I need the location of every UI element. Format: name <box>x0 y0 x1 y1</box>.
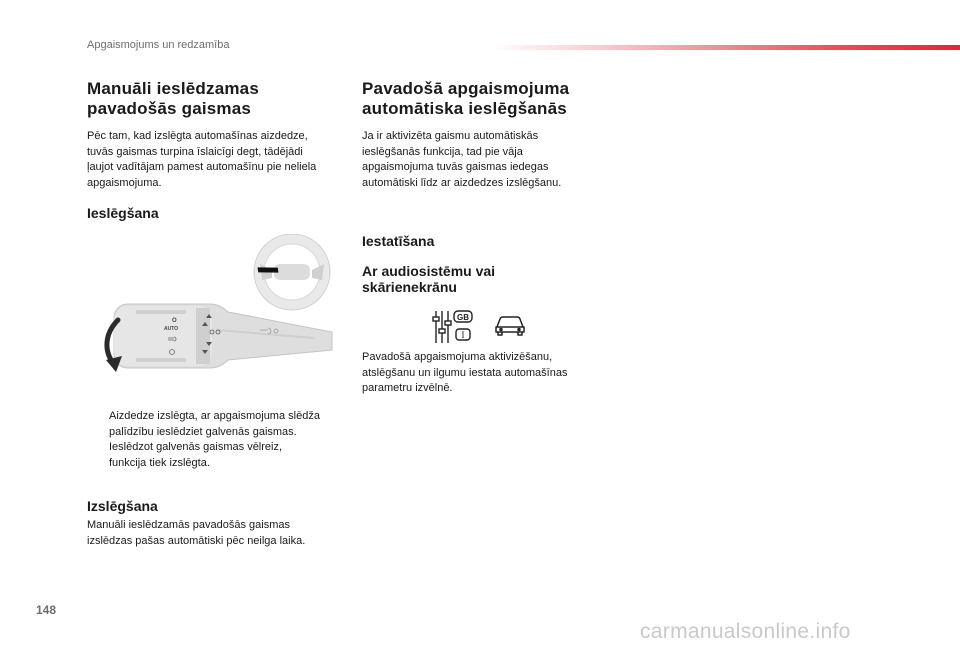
text-line: tuvās gaismas turpina īslaicīgi degt, tādējādi <box>87 145 303 158</box>
text-line: apgaismojuma. <box>87 176 162 189</box>
text-line: funkcija tiek izslēgta. <box>109 456 210 469</box>
stalk-body <box>114 304 332 368</box>
bullet-arrow-icon <box>87 440 109 471</box>
car-icon <box>494 313 526 337</box>
audio-heading-line: Ar audiosistēmu vai <box>362 263 496 279</box>
left-title-line: Manuāli ieslēdzamas <box>87 79 259 98</box>
left-title <box>87 79 259 119</box>
right-intro <box>362 129 622 191</box>
settings-icon-i-label: I <box>461 330 465 340</box>
right-title-line: Pavadošā apgaismojuma <box>362 79 570 98</box>
text-line: palīdzību ieslēdziet galvenās gaismas. <box>109 425 297 438</box>
text-line: ļaujot vadītājam pamest automašīnu pie neliela <box>87 161 317 173</box>
svg-text:AUTO: AUTO <box>164 326 179 332</box>
right-title <box>362 79 569 119</box>
text-line: atslēgšanu un ilgumu iestata automašīnas <box>362 366 568 379</box>
light-stalk-illustration <box>100 234 340 374</box>
text-line: izslēdzas pašas automātiski pēc neilga laika. <box>87 534 306 547</box>
switch-off-text <box>87 518 357 549</box>
left-title-line: pavadošās gaismas <box>87 99 252 118</box>
settings-sliders-icon <box>432 309 474 345</box>
svg-text:O: O <box>172 318 177 324</box>
bullet-list <box>87 409 357 471</box>
text-line: parametru izvēlnē. <box>362 382 453 394</box>
header-accent-bar <box>490 45 960 50</box>
steering-wheel-icon <box>254 234 330 310</box>
watermark: carmanualsonline.info <box>640 620 851 643</box>
settings-heading: Iestatīšana <box>362 233 435 249</box>
text-line: Ja ir aktivizēta gaismu automātiskās <box>362 130 539 142</box>
audio-heading-line: skārienekrānu <box>362 279 457 295</box>
right-title-line: automātiska ieslēgšanās <box>362 99 567 118</box>
settings-desc <box>362 350 622 397</box>
text-line: Ieslēdzot galvenās gaismas vēlreiz, <box>109 441 283 453</box>
stalk-drawing <box>100 234 340 374</box>
section-title: Apgaismojums un redzamība <box>87 39 230 51</box>
text-line: Pēc tam, kad izslēgta automašīnas aizdedze, <box>87 130 308 142</box>
text-line: apgaismojuma tuvās gaismas iedegas <box>362 161 549 173</box>
left-intro <box>87 129 357 191</box>
switch-on-heading: Ieslēgšana <box>87 205 159 221</box>
page-number: 148 <box>36 603 57 617</box>
text-line: Aizdedze izslēgta, ar apgaismojuma slēdža <box>109 410 320 422</box>
text-line: Manuāli ieslēdzamās pavadošās gaismas <box>87 519 290 531</box>
text-line: automātiski līdz ar aizdedzes izslēgšanu. <box>362 176 562 189</box>
switch-off-heading: Izslēgšana <box>87 498 158 514</box>
settings-icon-gb-label: GB <box>457 313 469 322</box>
bullet-arrow-icon <box>87 409 109 440</box>
text-line: ieslēgšanās funkcija, tad pie vāja <box>362 145 523 158</box>
list-item <box>87 440 357 471</box>
list-item <box>87 409 357 440</box>
audio-heading <box>362 263 495 295</box>
text-line: Pavadošā apgaismojuma aktivizēšanu, <box>362 351 553 363</box>
